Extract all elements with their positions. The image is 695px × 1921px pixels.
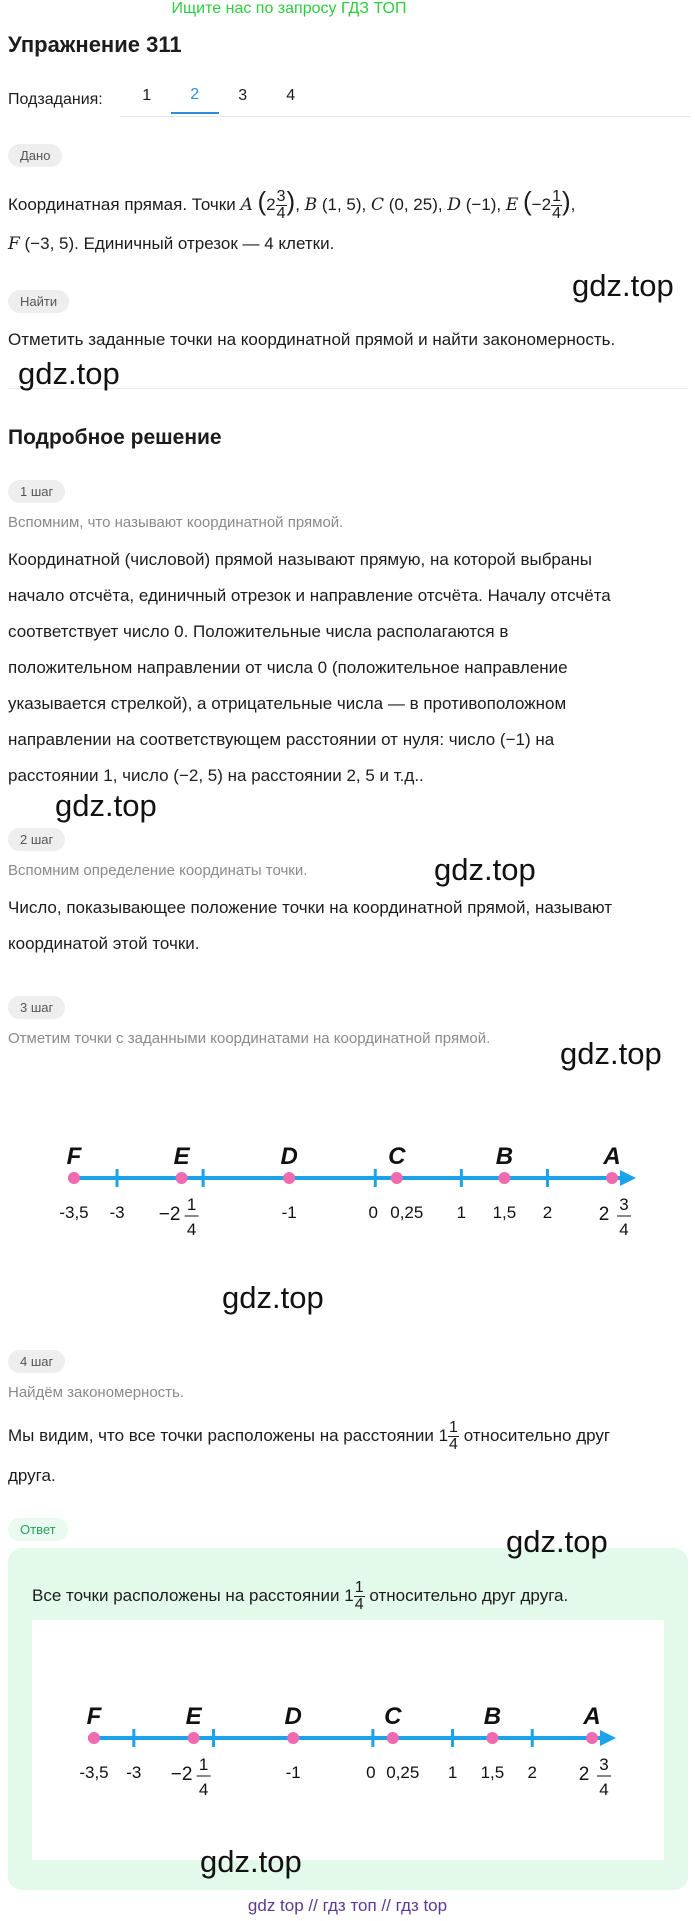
point-f [68,1172,80,1184]
point-f [88,1732,100,1744]
tick-label: 0 [366,1763,376,1782]
point-b [486,1732,498,1744]
point-label-a: A [603,1143,621,1170]
tick-label: 4 [198,1780,209,1799]
watermark: gdz.top [222,1280,324,1315]
tick-label: -3,5 [79,1763,109,1782]
subtasks-label: Подзадания: [8,91,103,108]
step-1-line: расстоянии 1, число (−2, 5) на расстоянии 2, 5 и т.д.. [8,766,424,785]
step-1-line: начало отсчёта, единичный отрезок и направление отсчёта. Началу отсчёта [8,586,611,605]
point-d [287,1732,299,1744]
point-d [283,1172,295,1184]
solution-title: Подробное решение [8,426,222,449]
point-c [387,1732,399,1744]
given-line-1: Координатная прямая. Точки A (2 $\frac{3}{4}$ ), B (1, 5), C (0, 25), D (−1), E (−2 $\frac{1}{4}$ ), [8,186,576,223]
step-1-line: Координатной (числовой) прямой называют прямую, на которой выбраны [8,550,592,569]
tick-label: -3 [126,1763,142,1782]
tick-label: 1 [186,1195,197,1214]
answer-number-line-figure [60,1680,640,1810]
step-1-pill: 1 шаг [8,480,65,503]
tick-label: −2 [170,1764,193,1785]
point-b [498,1172,510,1184]
tick-label: -1 [281,1203,297,1222]
point-c [391,1172,403,1184]
watermark: gdz.top [506,1524,608,1559]
axis-arrow [620,1170,636,1186]
step-4-line-1: Мы видим, что все точки расположены на расстоянии 1 $\frac{1}{4}$ относительно друг [8,1419,611,1454]
step-2-pill: 2 шаг [8,828,65,851]
answer-text: Все точки расположены на расстоянии 1 $\frac{1}{4}$ относительно друг друга. [32,1579,569,1614]
axis-arrow [600,1730,616,1746]
tick-label: -3 [109,1203,125,1222]
tick-label: 1,5 [480,1763,505,1782]
tick-label: 4 [599,1780,609,1799]
page-title: Упражнение 311 [8,32,182,57]
step-2-line: координатой этой точки. [8,934,200,953]
watermark: gdz.top [200,1844,302,1879]
point-label-d: D [280,1143,298,1170]
top-banner[interactable]: Ищите нас по запросу ГДЗ ТОП [171,0,407,17]
given-pill: Дано [8,144,62,167]
tab-1[interactable]: 1 [142,87,152,104]
tab-4[interactable]: 4 [286,87,296,104]
step-1-line: положительном направлении от числа 0 (положительное направление [8,658,568,677]
tick-label: 1,5 [492,1203,517,1222]
given-prefix: Координатная прямая. Точки [8,195,236,214]
tick-label: 2 [527,1763,537,1782]
point-e [188,1732,200,1744]
tick-label: -3,5 [59,1203,89,1222]
tick-label: 2 [598,1204,610,1225]
answer-prefix: Все точки расположены на расстоянии [32,1586,340,1605]
step-4-line-2: друга. [8,1466,56,1485]
find-pill: Найти [8,290,69,313]
tick-label: 1 [456,1203,467,1222]
number-line-figure [40,1120,660,1250]
point-label-a: A [583,1703,601,1730]
point-label-f: F [66,1143,82,1170]
step-1-line: направлении на соответствующем расстоянии от нуля: число (−1) на [8,730,555,749]
step-1-hint: Вспомним, что называют координатной прямой. [8,514,344,531]
watermark: gdz.top [434,852,536,887]
given-suffix: . Единичный отрезок — 4 клетки. [74,234,335,253]
step-1-line: указывается стрелкой), а отрицательные числа — в противоположном [8,694,567,713]
point-a [606,1172,618,1184]
step-4-hint: Найдём закономерность. [8,1384,185,1401]
tick-label: 2 [578,1764,590,1785]
tick-label: -1 [285,1763,301,1782]
tick-label: −2 [158,1204,181,1225]
answer-suffix: относительно друг друга. [369,1586,569,1605]
find-text: Отметить заданные точки на координатной прямой и найти закономерность. [8,330,616,349]
point-a [586,1732,598,1744]
step-4-pill: 4 шаг [8,1350,65,1373]
step-1-line: соответствует число 0. Положительные числа располагаются в [8,622,509,641]
tab-2[interactable]: 2 [171,86,219,114]
tick-label: 0,25 [390,1203,424,1222]
point-label-c: C [388,1143,406,1170]
tick-label: 0,25 [386,1763,420,1782]
subtasks-nav [8,86,315,114]
point-label-b: B [483,1703,502,1730]
step-2-line: Число, показывающее положение точки на координатной прямой, называют [8,898,613,917]
tick-label: 4 [619,1220,629,1239]
point-label-f: F [86,1703,102,1730]
answer-pill: Ответ [8,1518,68,1541]
point-e [176,1172,188,1184]
given-line-2: F (−3, 5). Единичный отрезок — 4 клетки. [8,234,335,254]
watermark: gdz.top [560,1036,662,1071]
watermark: gdz.top [18,356,120,391]
watermark: gdz.top [55,788,157,823]
tick-label: 0 [368,1203,379,1222]
tabs-divider [120,116,690,117]
step-3-hint: Отметим точки с заданными координатами на координатной прямой. [8,1030,491,1047]
tick-label: 3 [599,1755,609,1774]
tick-label: 1 [198,1755,209,1774]
tick-label: 3 [619,1195,629,1214]
point-label-d: D [284,1703,302,1730]
point-label-b: B [495,1143,514,1170]
point-label-e: E [173,1143,190,1170]
step-4-suffix: относительно друг [463,1426,611,1445]
tick-label: 1 [447,1763,458,1782]
step-3-pill: 3 шаг [8,996,65,1019]
tick-label: 2 [542,1203,553,1222]
tick-label: 4 [186,1220,197,1239]
point-label-e: E [185,1703,202,1730]
point-label-c: C [384,1703,402,1730]
footer-links[interactable]: gdz top // гдз топ // гдз top [247,1896,448,1915]
watermark: gdz.top [572,268,674,303]
tab-3[interactable]: 3 [238,87,248,104]
step-4-prefix: Мы видим, что все точки расположены на расстоянии [8,1426,434,1445]
step-2-hint: Вспомним определение координаты точки. [8,862,308,879]
